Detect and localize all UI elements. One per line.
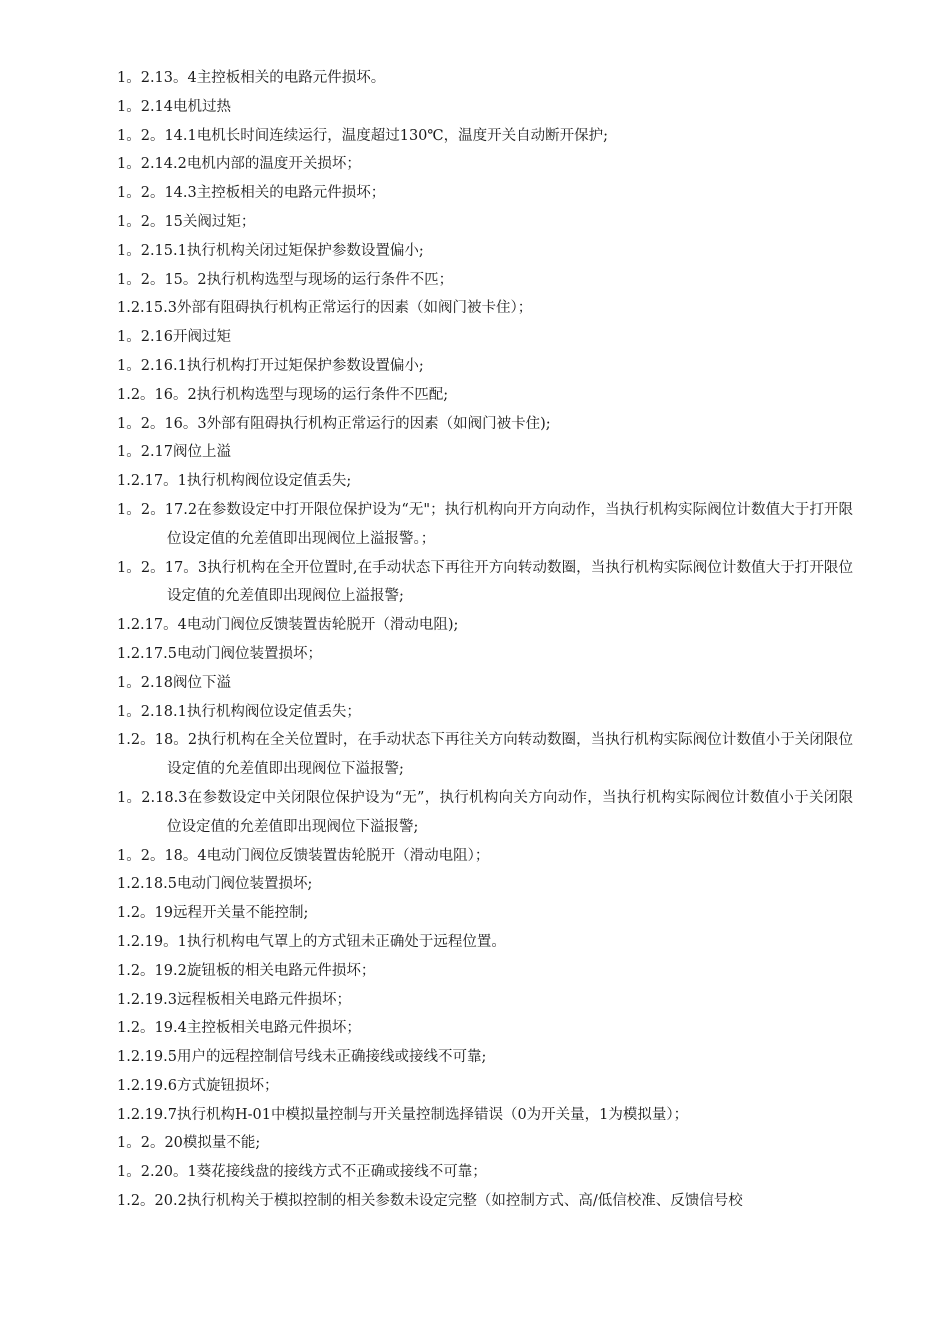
text-line: 1.2.19.6方式旋钮损坏； bbox=[117, 1077, 279, 1094]
text-line: 1。2。14.1电机长时间连续运行，温度超过130℃，温度开关自动断开保护; bbox=[117, 127, 609, 144]
text-line: 1。2.18.1执行机构阀位设定值丢失； bbox=[117, 703, 361, 720]
text-line: 1.2。19.2旋钮板的相关电路元件损坏； bbox=[117, 962, 376, 979]
text-line: 1。2.13。4主控板相关的电路元件损坏。 bbox=[117, 70, 386, 86]
text-line: 1.2.15.3外部有阻碍执行机构正常运行的因素（如阀门被卡住）； bbox=[117, 300, 533, 317]
text-line: 1.2。16。2执行机构选型与现场的运行条件不匹配; bbox=[117, 386, 449, 403]
text-line: 1。2。16。3外部有阻碍执行机构正常运行的因素（如阀门被卡住); bbox=[117, 415, 551, 432]
text-line: 1.2。20.2执行机构关于模拟控制的相关参数未设定完整（如控制方式、高/低信校准、反馈信号校 bbox=[117, 1193, 743, 1210]
text-line: 1.2.17。4电动门阀位反馈装置齿轮脱开（滑动电阻); bbox=[117, 617, 459, 634]
section-heading: 1.2。19远程开关量不能控制; bbox=[117, 905, 309, 922]
text-line: 1.2.19。1执行机构电气罩上的方式钮未正确处于远程位置。 bbox=[117, 933, 506, 950]
text-line: 1。2.14.2电机内部的温度开关损坏； bbox=[117, 156, 361, 173]
text-paragraph: 1。2。17。3执行机构在全开位置时,在手动状态下再往开方向转动数圈，当执行机构实际阀位计数值大于打开限位设定值的允差值即出现阀位上溢报警; bbox=[117, 559, 853, 605]
document-body bbox=[117, 64, 853, 1216]
section-heading: 1。2。15关阀过矩； bbox=[117, 213, 256, 230]
section-heading: 1。2.14电机过热 bbox=[117, 98, 232, 115]
text-line: 1.2.19.7执行机构H-01中模拟量控制与开关量控制选择错误（0为开关量，1为模拟量）； bbox=[117, 1106, 689, 1123]
text-line: 1。2。15。2执行机构选型与现场的运行条件不匹； bbox=[117, 271, 454, 288]
text-line: 1.2。19.4主控板相关电路元件损坏； bbox=[117, 1020, 361, 1037]
text-line: 1.2.19.5用户的远程控制信号线未正确接线或接线不可靠; bbox=[117, 1049, 487, 1066]
section-heading: 1。2.17阀位上溢 bbox=[117, 444, 232, 461]
text-line: 1.2.19.3远程板相关电路元件损坏； bbox=[117, 991, 351, 1008]
section-heading: 1。2.18阀位下溢 bbox=[117, 674, 232, 691]
text-paragraph: 1。2。17.2在参数设定中打开限位保护设为“无"；执行机构向开方向动作，当执行机构实际阀位计数值大于打开限位设定值的允差值即出现阀位上溢报警。； bbox=[117, 501, 853, 547]
text-line: 1。2.20。1葵花接线盘的接线方式不正确或接线不可靠； bbox=[117, 1164, 487, 1181]
text-line: 1。2。18。4电动门阀位反馈装置齿轮脱开（滑动电阻）； bbox=[117, 847, 490, 864]
text-line: 1。2.16.1执行机构打开过矩保护参数设置偏小; bbox=[117, 357, 424, 374]
text-line: 1.2.17.5电动门阀位装置损坏； bbox=[117, 645, 322, 662]
text-line: 1。2。14.3主控板相关的电路元件损坏； bbox=[117, 185, 386, 202]
text-paragraph: 1.2。18。2执行机构在全关位置时，在手动状态下再往关方向转动数圈，当执行机构实际阀位计数值小于关闭限位设定值的允差值即出现阀位下溢报警; bbox=[117, 732, 853, 778]
text-line: 1。2.15.1执行机构关闭过矩保护参数设置偏小; bbox=[117, 242, 424, 259]
text-line: 1.2.17。1执行机构阀位设定值丢失; bbox=[117, 473, 352, 490]
text-paragraph: 1。2.18.3在参数设定中关闭限位保护设为“无”，执行机构向关方向动作，当执行机构实际阀位计数值小于关闭限位设定值的允差值即出现阀位下溢报警; bbox=[117, 789, 853, 835]
section-heading: 1。2。20模拟量不能; bbox=[117, 1135, 261, 1152]
text-line: 1.2.18.5电动门阀位装置损坏; bbox=[117, 876, 313, 893]
section-heading: 1。2.16开阀过矩 bbox=[117, 329, 232, 346]
